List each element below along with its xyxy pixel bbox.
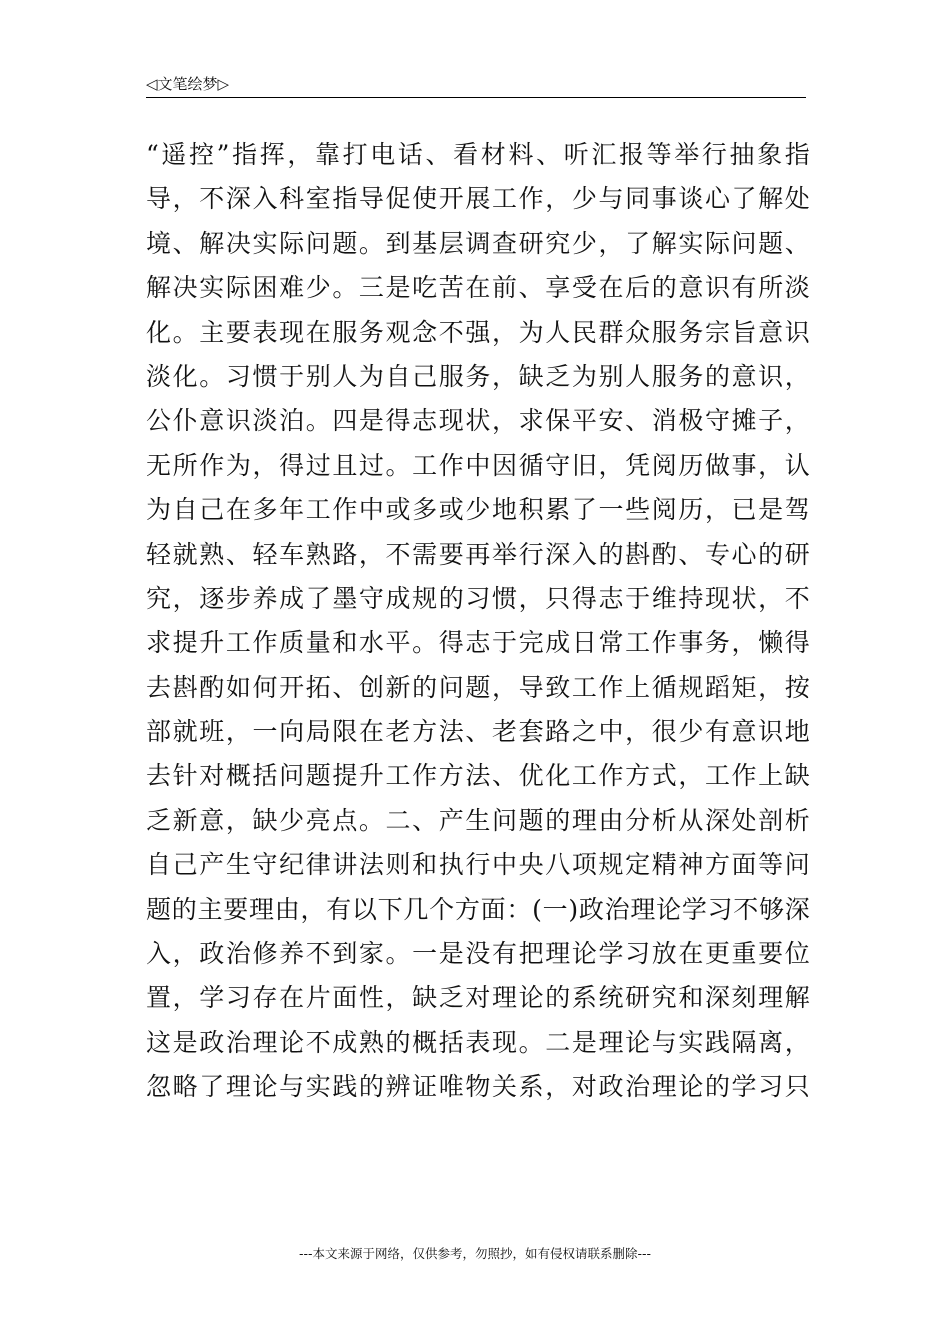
text-line: 轻就熟、轻车熟路，不需要再举行深入的斟酌、专心的研 <box>146 539 810 569</box>
text-line: 入，政治修养不到家。一是没有把理论学习放在更重要位 <box>146 939 810 969</box>
text-line: 无所作为，得过且过。工作中因循守旧，凭阅历做事，认 <box>146 450 810 480</box>
text-line: 化。主要表现在服务观念不强，为人民群众服务宗旨意识 <box>146 317 810 347</box>
text-line: 境、解决实际问题。到基层调查研究少，了解实际问题、 <box>146 228 810 258</box>
text-line: “遥控”指挥，靠打电话、看材料、听汇报等举行抽象指 <box>146 140 810 169</box>
text-line: 去针对概括问题提升工作方法、优化工作方式，工作上缺 <box>146 761 810 791</box>
text-line: 究，逐步养成了墨守成规的习惯，只得志于维持现状，不 <box>146 583 810 613</box>
text-line: 求提升工作质量和水平。得志于完成日常工作事务，懒得 <box>146 628 810 658</box>
text-line: 解决实际困难少。三是吃苦在前、享受在后的意识有所淡 <box>146 273 810 303</box>
text-line: 去斟酌如何开拓、创新的问题，导致工作上循规蹈矩，按 <box>146 672 810 702</box>
text-line: 置，学习存在片面性，缺乏对理论的系统研究和深刻理解 <box>146 983 810 1013</box>
text-line: 淡化。习惯于别人为自己服务，缺乏为别人服务的意识， <box>146 361 810 391</box>
text-line: 导，不深入科室指导促使开展工作，少与同事谈心了解处 <box>146 184 810 214</box>
header-label: ◁文笔绘梦▷ <box>146 75 230 93</box>
page-header <box>146 74 806 98</box>
text-line: 为自己在多年工作中或多或少地积累了一些阅历，已是驾 <box>146 495 810 525</box>
header-divider <box>146 97 806 98</box>
text-line: 题的主要理由，有以下几个方面：(一)政治理论学习不够深 <box>146 894 810 924</box>
page-footer: ---本文来源于网络，仅供参考，勿照抄，如有侵权请联系删除--- <box>298 1246 652 1261</box>
text-line: 自己产生守纪律讲法则和执行中央八项规定精神方面等问 <box>146 850 810 880</box>
text-line: 这是政治理论不成熟的概括表现。二是理论与实践隔离， <box>146 1027 810 1057</box>
text-line: 乏新意，缺少亮点。二、产生问题的理由分析从深处剖析 <box>146 805 810 835</box>
body-text <box>146 133 810 1110</box>
text-line: 忽略了理论与实践的辨证唯物关系，对政治理论的学习只 <box>146 1072 810 1102</box>
text-line: 公仆意识淡泊。四是得志现状，求保平安、消极守摊子， <box>146 406 810 436</box>
text-line: 部就班，一向局限在老方法、老套路之中，很少有意识地 <box>146 717 810 747</box>
